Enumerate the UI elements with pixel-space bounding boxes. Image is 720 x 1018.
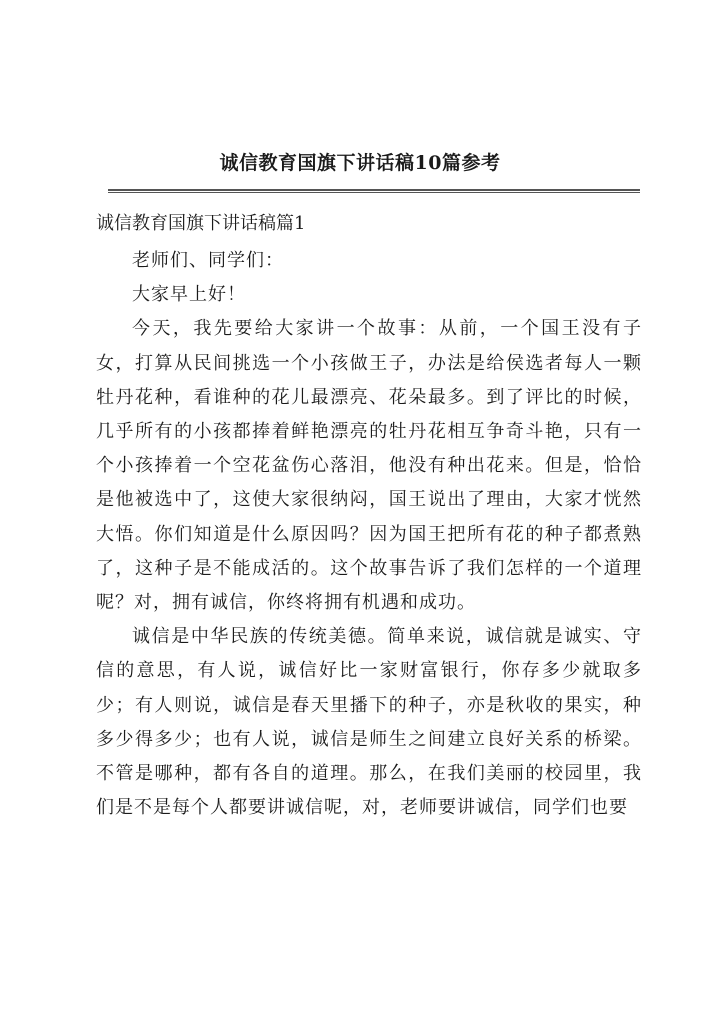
greeting-paragraph: 老师们、同学们： bbox=[132, 250, 284, 271]
document-title: 诚信教育国旗下讲话稿10篇参考 bbox=[219, 152, 501, 174]
morning-greeting-paragraph: 大家早上好！ bbox=[132, 284, 246, 306]
integrity-paragraph: 诚信是中华民族的传统美德。简单来说，诚信就是诚实、守信的意思，有人说，诚信好比一家财富银行，你存多少就取多少；有人则说，诚信是春天里播下的种子，亦是秋收的果实，种多少得多少；也有人说，诚信是师生之间建立良好关系的桥梁。不管是哪种，都有各自的道理。那么，在我们美丽的校园里，我们是不是每个人都要讲诚信呢，对，老师要讲诚信，同学们也要 bbox=[96, 626, 642, 819]
section-heading: 诚信教育国旗下讲话稿篇1 bbox=[96, 213, 306, 234]
title-divider bbox=[108, 189, 640, 193]
speech-body bbox=[96, 244, 642, 825]
story-paragraph: 今天，我先要给大家讲一个故事：从前，一个国王没有子女，打算从民间挑选一个小孩做王子，办法是给侯选者每人一颗牡丹花种，看谁种的花儿最漂亮、花朵最多。到了评比的时候，几乎所有的小孩都捧着鲜艳漂亮的牡丹花相互争奇斗艳，只有一个小孩捧着一个空花盆伤心落泪，他没有种出花来。但是，恰恰是他被选中了，这使大家很纳闷，国王说出了理由，大家才恍然大悟。你们知道是什么原因吗？因为国王把所有花的种子都煮熟了，这种子是不能成活的。这个故事告诉了我们怎样的一个道理呢？对，拥有诚信，你终将拥有机遇和成功。 bbox=[96, 318, 642, 614]
